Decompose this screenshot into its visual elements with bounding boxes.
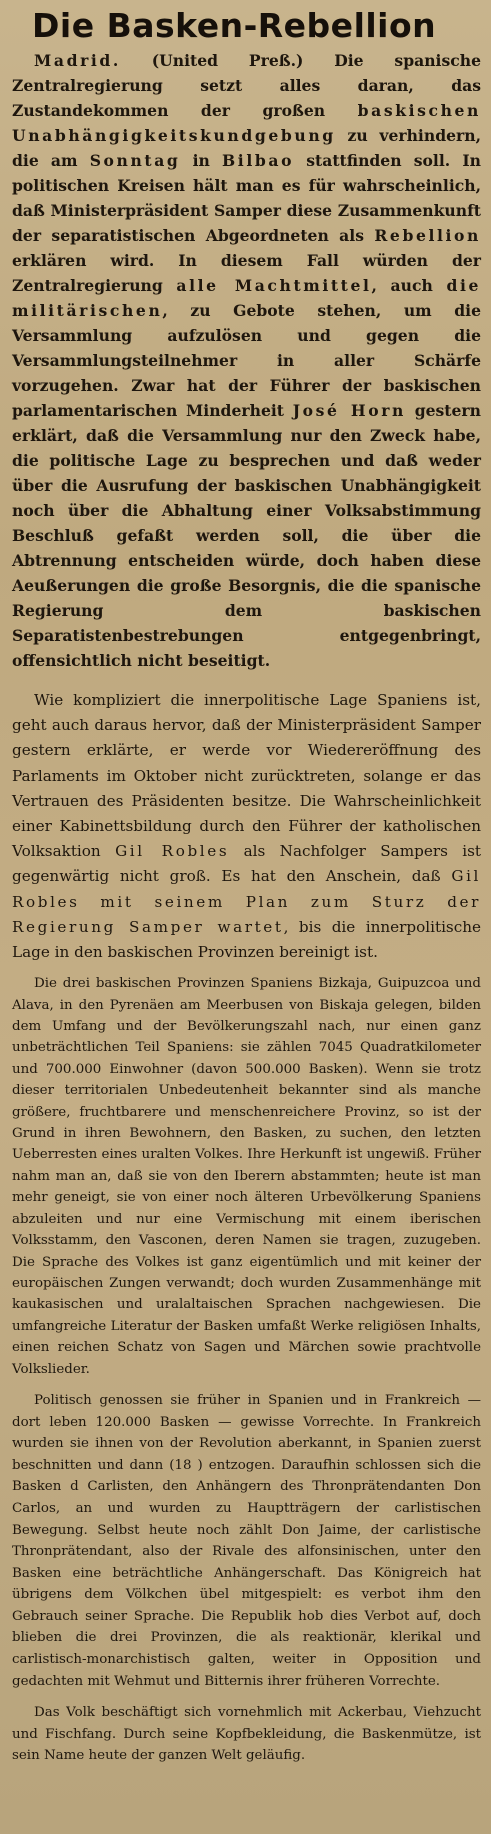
paragraph-3: Die drei baskischen Provinzen Spaniens Bizkaja, Guipuzcoa und Alava, in den Pyrenäen am Meerbusen von Biskaja gelegen, bilden dem Umfang und der Bevölkerungszahl nach, nur einen ganz unbeträchtlichen Teil Spaniens: sie zählen 7045 Quadratkilometer und 700.000 Einwohner (davon 500.000 Basken). Wenn sie trotz dieser territorialen Unbedeutenheit bekannter sind als manche größere, fruchtbarere und menschenreichere Provinz, so ist der Grund in ihren Bewohnern, den Basken, zu suchen, den letzten Ueberresten eines uralten Volkes. Ihre Herkunft ist ungewiß. Früher nahm man an, daß sie von den Iberern abstammten; heute ist man mehr geneigt, sie von einer noch älteren Urbevölkerung Spaniens abzuleiten und nur eine Vermischung mit einem iberischen Volksstamm, den Vasconen, deren Namen sie tragen, zuzugeben. Die Sprache des Volkes ist ganz eigentümlich und mit keiner der europäischen Zungen verwandt; doch wurden Zusammenhänge mit kaukasischen und uralaltaischen Sprachen nachgewiesen. Die umfangreiche Literatur der Basken umfaßt Werke religiösen Inhalts, einen reichen Schatz von Sagen und Märchen sowie prachtvolle Volkslieder. — [12, 976, 481, 1377]
emphasis-run: baskischen Unabhängigkeitskundgebung — [12, 101, 481, 145]
text-run: gestern erklärt, daß die Versammlung nur den Zweck habe, die politische Lage zu besprechen und daß weder über die Ausrufung der baskischen Unabhängigkeit noch über die Abhaltung einer Volksabstimmung Beschluß gefaßt werden soll, die über die Abtrennung entscheiden würde, doch haben diese Aeußerungen die große Besorgnis, die die spanische Regierung dem baskischen Separatistenbestrebungen entgegenbringt, offensichtlich nicht beseitigt. — [12, 401, 481, 670]
paragraph-5: Das Volk beschäftigt sich vornehmlich mit Ackerbau, Viehzucht und Fischfang. Durch seine Kopfbekleidung, die Baskenmütze, ist sein Name heute der ganzen Welt geläufig. — [12, 1705, 481, 1764]
text-run: stattfinden soll. In politischen Kreisen hält man es für wahrscheinlich, daß Ministerpräsident Samper diese Zusammenkunft der separatistischen Abgeordneten als — [12, 151, 481, 245]
emphasis-run: Rebellion — [374, 226, 481, 245]
text-run: als Nachfolger Sampers ist gegenwärtig nicht groß. Es hat den Anschein, daß — [12, 842, 481, 886]
paragraph-4: Politisch genossen sie früher in Spanien und in Frankreich — dort leben 120.000 Basken — gewisse Vorrechte. In Frankreich wurden sie ihnen von der Revolution aberkannt, in Spanien zuerst beschnitten und dann (18 ) entzogen. Daraufhin schlossen sich die Basken d Carlisten, den Anhängern des Thronprätendanten Don Carlos, an und wurden zu Hauptträgern der carlistischen Bewegung. Selbst heute noch zählt Don Jaime, der carlistische Thronprätendant, also der Rivale des alfonsinischen, unter den Basken eine beträchtliche Anhängerschaft. Das Königreich hat übrigens dem Völkchen übel mitgespielt: es verbot ihm den Gebrauch seiner Sprache. Die Republik hob dies Verbot auf, doch blieben die drei Provinzen, die als reaktionär, klerikal und carlistisch-monarchistisch galten, weiter in Opposition und gedachten mit Wehmut und Bitternis ihrer früheren Vorrechte. — [12, 1392, 481, 1689]
text-run: in — [180, 151, 223, 170]
text-run: , bis die innerpolitische Lage in den baskischen Provinzen bereinigt ist. — [12, 917, 481, 962]
text-run: (United Preß.) Die spanische Zentralregierung setzt alles daran, das Zustandekommen der großen — [12, 51, 481, 120]
paragraph-2 — [12, 688, 481, 965]
text-run: , auch — [371, 276, 447, 295]
emphasis-run: Sonntag — [89, 151, 181, 170]
emphasis-run: die militärischen — [12, 276, 481, 320]
emphasis-run: Bilbao — [222, 151, 295, 170]
text-run: Wie kompliziert die innerpolitische Lage Spaniens ist, geht auch daraus hervor, daß der Ministerpräsident Samper gestern erklärte, er werde vor Wiedereröffnung des Parlaments im Oktober nicht zurücktreten, solange er das Vertrauen des Präsidenten besitze. Die Wahrscheinlichkeit einer Kabinettsbildung durch den Führer der katholischen Volksaktion — [12, 691, 481, 861]
paragraph-lead — [12, 48, 481, 673]
emphasis-run: Gil Robles — [115, 842, 230, 861]
headline: Die Basken-Rebellion — [32, 6, 437, 45]
dateline: Madrid. — [34, 51, 121, 70]
text-run: , zu Gebote stehen, um die Versammlung aufzulösen und gegen die Versammlungsteilnehmer in aller Schärfe vorzugehen. Zwar hat der Führer der baskischen parlamentarischen Minderheit — [12, 301, 481, 420]
emphasis-run: José Horn — [292, 401, 406, 420]
emphasis-run: alle Machtmittel — [176, 276, 372, 295]
text-run: erklären wird. In diesem Fall würden der Zentralregierung — [12, 251, 481, 295]
text-run: zu verhindern, die am — [12, 126, 481, 170]
emphasis-run: Gil Robles mit seinem Plan zum Sturz der Regierung Samper wartet — [12, 867, 481, 936]
